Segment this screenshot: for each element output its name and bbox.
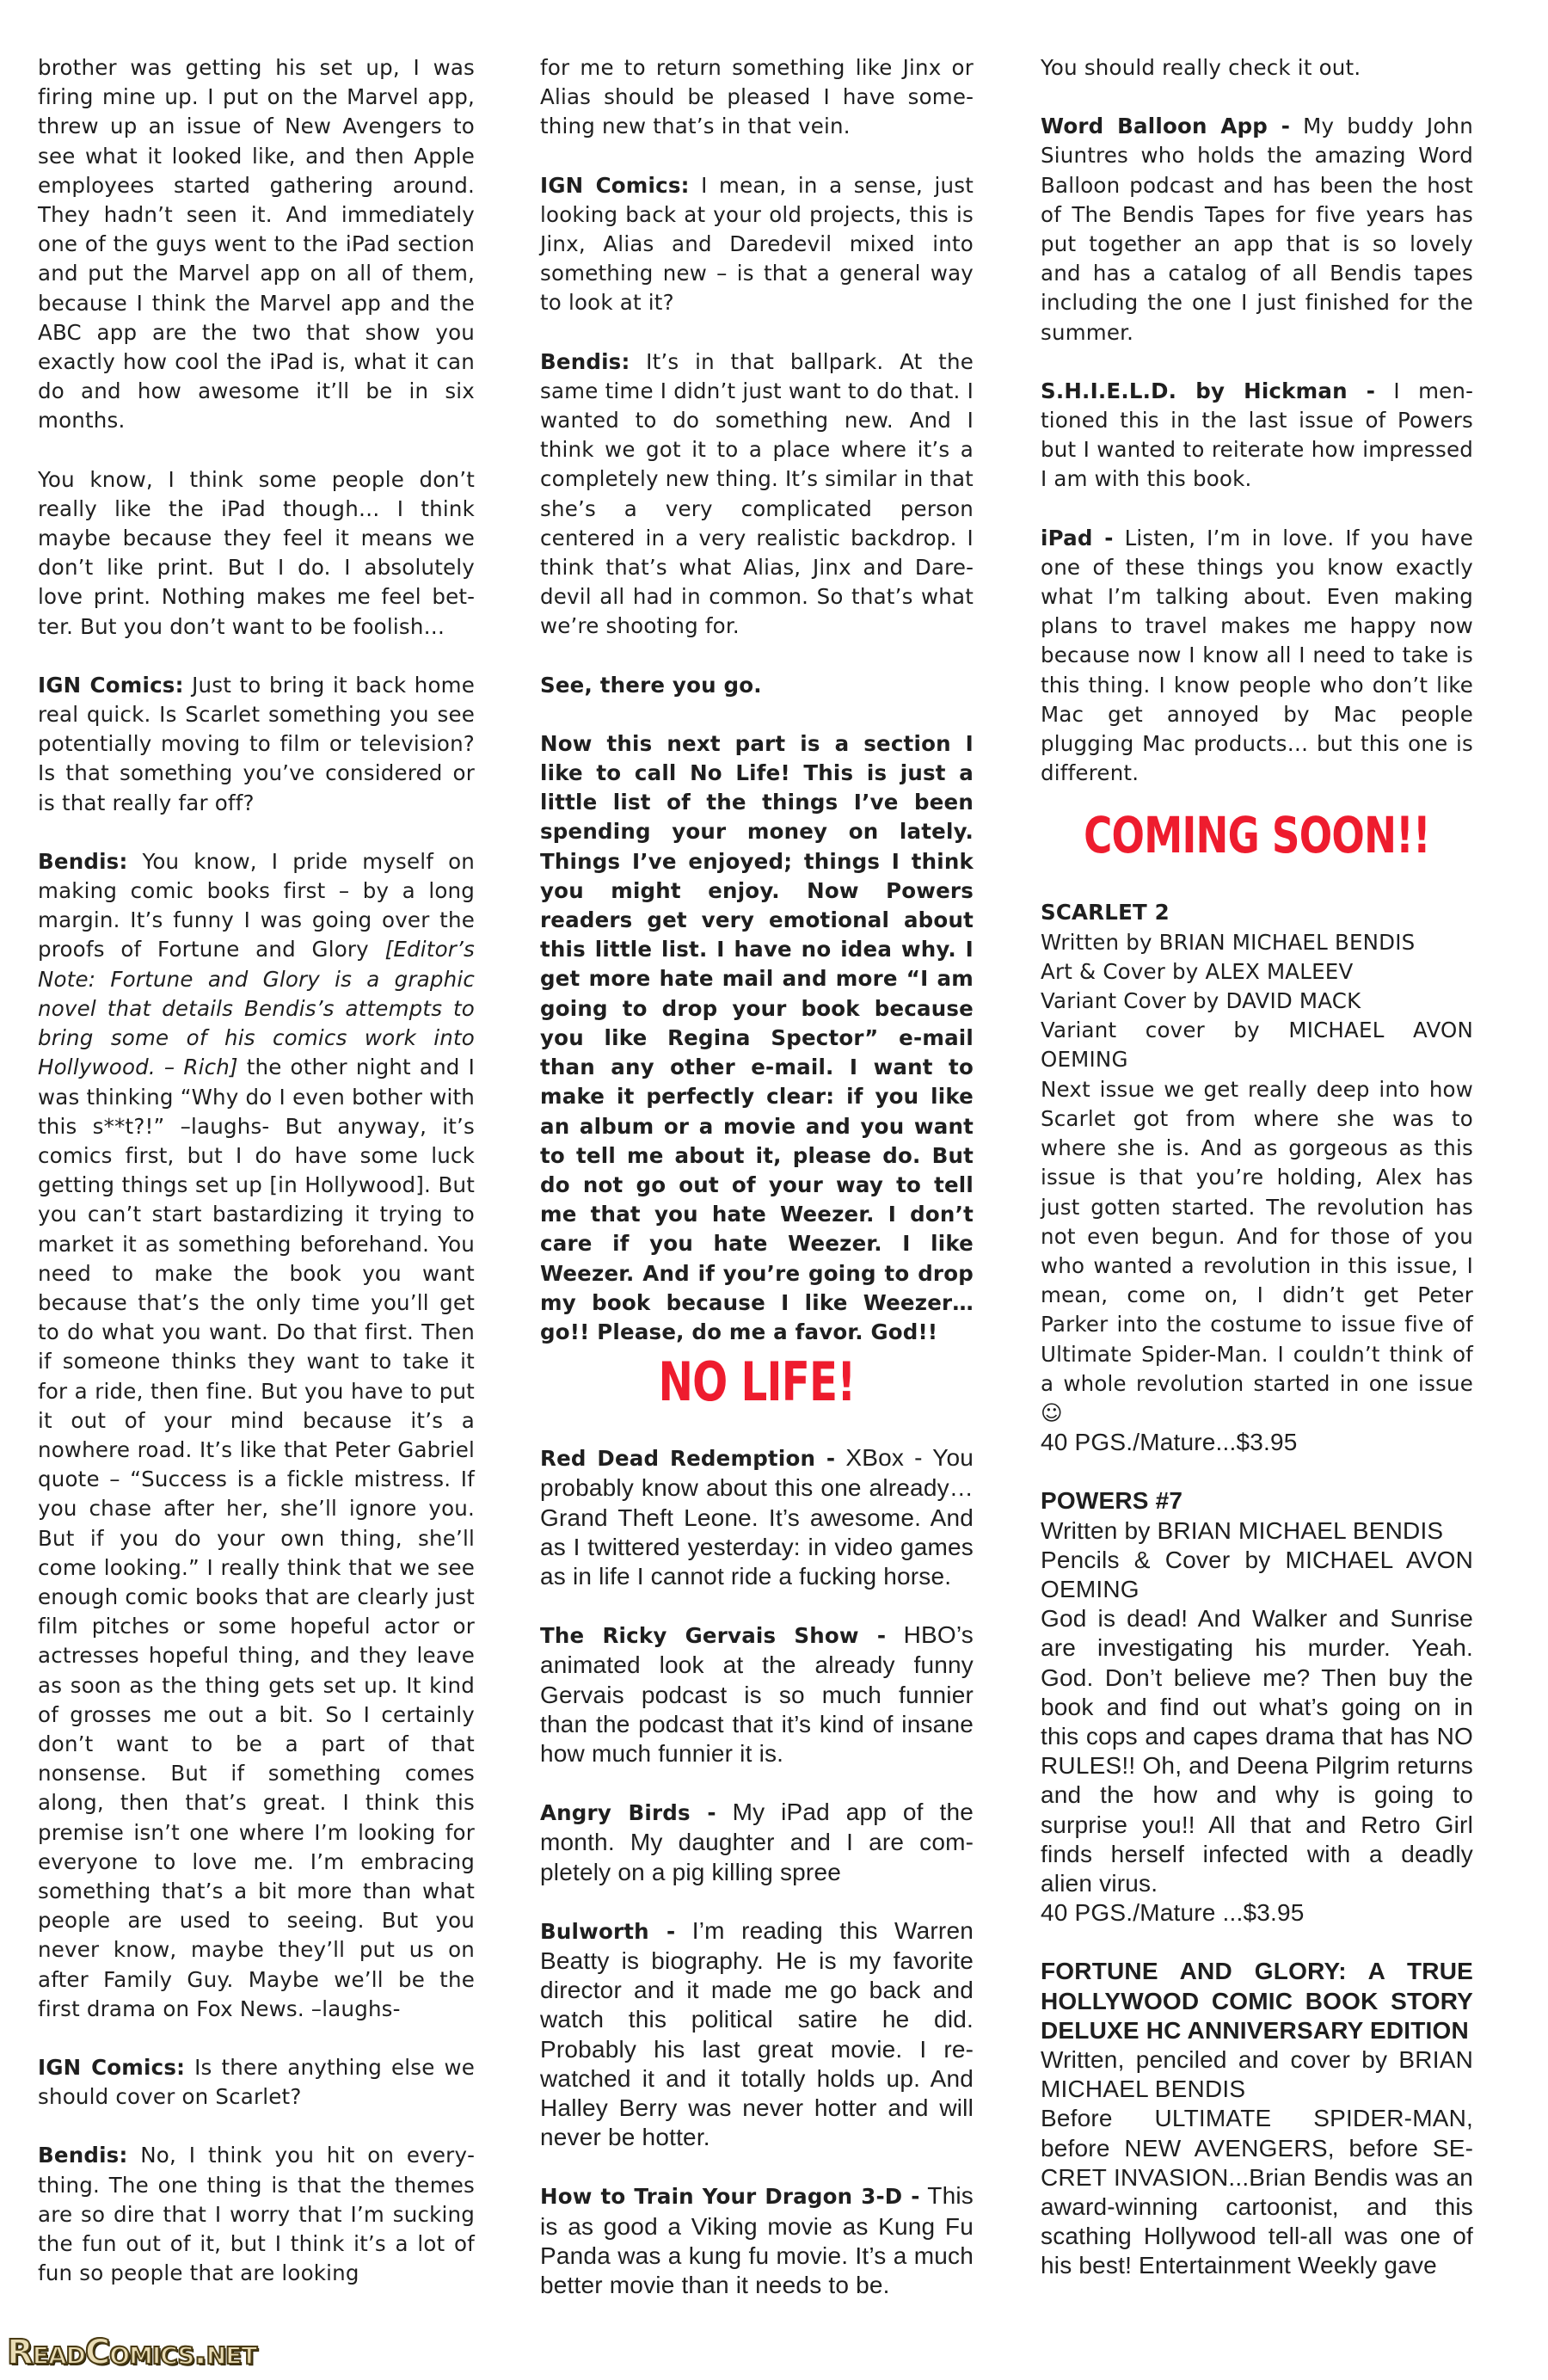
item-title: The Ricky Gervais Show -: [540, 1623, 887, 1649]
solicit-description: Next issue we get really deep into how Scarlet got from where she was to where she is. And as gorgeous as this issue is that you’re holding, Alex has just gotten started. The revolution has not even begun. And for those of you who wanted a revolution in this issue, I mean, come on, I didn’t get Peter Parker into the costume to issue five of Ultimate Spider-Man. I couldn’t think of a whole revolution started in one issue ☺: [1041, 1076, 1473, 1425]
interview-answer: [540, 347, 974, 642]
speaker-label: IGN Comics:: [540, 172, 690, 198]
solicit-scarlet-2: [1041, 898, 1473, 1457]
item-text: I’m reading this Warren Beatty is biography. He is my favorite director and it made me go back and watch this political satire he did. Probably his last great movie. I rewatched it and it totally holds up. And Halley Berry was never hotter and will never be hotter.: [540, 1916, 974, 2151]
solicit-fortune-and-glory: [1041, 1957, 1473, 2280]
speaker-label: Bendis:: [540, 348, 630, 374]
interview-question: [38, 2053, 475, 2112]
solicit-price: 40 PGS./Mature...$3.95: [1041, 1429, 1298, 1456]
solicit-credit: Written by BRIAN MICHAEL BENDIS: [1041, 929, 1416, 955]
paragraph: You know, I think some people don’t really like the iPad though… I think maybe because they feel it means we don’t like print. But I do. I absolutely love print. Nothing makes me feel better. But you don’t want to be foolish…: [38, 466, 475, 639]
question-text: Is there anything else we should cover on Scarlet?: [38, 2055, 475, 2110]
solicit-credit: Pencils & Cover by MICHAEL AVON OEMING: [1041, 1546, 1473, 1602]
solicit-credit: Written by BRIAN MICHAEL BENDIS: [1041, 1516, 1444, 1544]
item-title: Angry Birds -: [540, 1800, 716, 1826]
item-text: My buddy John Siuntres who holds the amazing Word Balloon podcast and has been the host of The Bendis Tapes for five years has put together an app that is so lovely and has a catalog of all Bendis tapes including the one I just finished for the summer.: [1041, 114, 1473, 345]
solicit-description: Before ULTIMATE SPIDER-MAN, before NEW AVENGERS, before SECRET INVASION...Brian Bendis was an award-winning cartoonist, and this scathing Hollywood tell-all was one of his best! Entertainment Weekly gave: [1041, 2105, 1473, 2279]
interview-answer: [38, 2141, 475, 2288]
answer-text: It’s in that ballpark. At the same time I didn’t just want to do that. I wanted to do something new. And I think we got it to a place where it’s a completely new thing. It’s similar in that she’s a very complicated person centered in a very realistic backdrop. I think that’s what Alias, Jinx and Daredevil all had in common. So that’s what we’re shooting for.: [540, 348, 974, 639]
paragraph: brother was getting his set up, I was firing mine up. I put on the Marvel app, threw up an issue of New Avengers to see what it looked like, and then Apple employees started gathering around. They hadn’t seen it. And immediately one of the guys went to the iPad section and put the Marvel app on all of them, because I think the Marvel app and the ABC app are the two that show you exactly how cool the iPad is, what it can do and how awesome it’ll be in six months.: [38, 55, 475, 434]
bold-line: See, there you go.: [540, 672, 762, 698]
solicit-credit: Variant Cover by DAVID MACK: [1041, 988, 1361, 1014]
item-text: HBO’s animated look at the already funny Gervais podcast is so much funnier than the podcast that it’s kind of insane how much funnier it is.: [540, 1621, 974, 1767]
speaker-label: Bendis:: [38, 2143, 128, 2168]
interview-question: [540, 171, 974, 318]
no-life-heading: NO LIFE!: [658, 1350, 856, 1414]
item-text: My iPad app of the month. My daughter and I are completely on a pig killing spree: [540, 1799, 974, 1885]
solicit-credit: Art & Cover by ALEX MALEEV: [1041, 958, 1354, 984]
item-text: I mentioned this in the last issue of Powers but I wanted to reiterate how impressed I am with this book.: [1041, 378, 1473, 492]
item-title: iPad -: [1041, 525, 1114, 550]
no-life-item: [540, 1798, 974, 1887]
solicit-price: 40 PGS./Mature ...$3.95: [1041, 1899, 1305, 1927]
solicit-credit: Written, penciled and cover by BRIAN MICHAEL BENDIS: [1041, 2045, 1473, 2103]
item-title: Red Dead Redemption -: [540, 1446, 836, 1472]
interview-answer: [38, 847, 475, 2024]
no-life-item: [540, 1443, 974, 1591]
no-life-intro: Now this next part is a section I like to call No Life! This is just a little list of the things I’ve been spending your money on lately. Things I’ve enjoyed; things I think you might enjoy. Now Powers readers get very emotional about this little list. I have no idea why. I get more hate mail and more “I am going to drop your book because you like Regina Spector” e-mail than any other e-mail. I want to make it perfectly clear: if you like an album or a movie and you want to tell me about it, please do. But do not go out of your way to tell me that you hate Weezer. I don’t care if you hate Weezer. I like Weezer. And if you’re going to drop my book because I like Weezer… go!! Please, do me a favor. God!!: [540, 730, 974, 1344]
no-life-item: [540, 1620, 974, 1768]
item-title: How to Train Your Dragon 3-D -: [540, 2184, 920, 2210]
item-title: Word Balloon App -: [1041, 114, 1291, 139]
solicit-title: FORTUNE AND GLORY: A TRUE HOLLYWOOD COMIC BOOK STORY DELUXE HC ANNIVERSARY EDITION: [1041, 1958, 1473, 2044]
no-life-item: [1041, 112, 1473, 347]
speaker-label: IGN Comics:: [38, 672, 184, 698]
question-text: Just to bring it back home real quick. Is Scarlet something you see potentially moving to film or television? Is that something you’ve considered or is that really far off?: [38, 672, 475, 815]
interview-question: [38, 671, 475, 818]
middle-column: [540, 53, 974, 2329]
solicit-title: SCARLET 2: [1041, 900, 1170, 926]
no-life-item: [540, 1916, 974, 2153]
item-text: XBox - You probably know about this one already… Grand Theft Leone. It’s awesome. And as I twittered yesterday: in video games as in life I cannot ride a fucking horse.: [540, 1444, 974, 1590]
coming-soon-heading: COMING SOON!!: [1084, 806, 1430, 865]
item-text: Listen, I’m in love. If you have one of these things you know exactly what I’m talking about. Even making plans to travel makes me happy now because now I know all I need to take is this thing. I know people who don’t like Mac get annoyed by Mac people plugging Mac products… but this one is different.: [1041, 525, 1473, 786]
speaker-label: IGN Comics:: [38, 2055, 186, 2080]
watermark-logo: ReadComics.net: [7, 2333, 257, 2372]
answer-text: No, I think you hit on everything. The one thing is that the themes are so dire that I worry that I’m sucking the fun out of it, but I think it’s a lot of fun so people that are looking: [38, 2143, 475, 2286]
answer-text: You know, I pride myself on making comic books first – by a long margin. It’s funny I was going over the proofs of Fortune and Glory: [38, 848, 475, 962]
solicit-powers-7: [1041, 1486, 1473, 1928]
question-text: I mean, in a sense, just looking back at your old projects, this is Jinx, Alias and Daredevil mixed into something new – is that a general way to look at it?: [540, 172, 974, 316]
right-column: [1041, 53, 1473, 2310]
no-life-item: [1041, 377, 1473, 495]
editor-note: [Editor’s Note: Fortune and Glory is a graphic novel that details Bendis’s attempts to bring some of his comics work into Hollywood. – Rich]: [38, 937, 475, 1080]
item-title: S.H.I.E.L.D. by Hickman -: [1041, 378, 1376, 403]
solicit-description: God is dead! And Walker and Sunrise are investigating his murder. Yeah. God. Don’t believe me? Then buy the book and find out what’s going on in this cops and capes drama that has NO RULES!! Oh, and Deena Pilgrim returns and the how and why is going to surprise you!! All that and Retro Girl finds herself infected with a deadly alien virus.: [1041, 1605, 1473, 1897]
solicit-title: POWERS #7: [1041, 1487, 1183, 1515]
no-life-item: [1041, 524, 1473, 789]
item-text: This is as good a Viking movie as Kung Fu Panda was a kung fu movie. It’s a much better movie than it needs to be.: [540, 2182, 974, 2298]
solicit-credit: Variant cover by MICHAEL AVON OEMING: [1041, 1018, 1473, 1073]
left-column: [38, 53, 475, 2317]
paragraph: for me to return something like Jinx or Alias should be pleased I have something new that’s in that vein.: [540, 55, 974, 139]
no-life-item: [540, 2181, 974, 2300]
paragraph: You should really check it out.: [1041, 55, 1361, 80]
answer-text: the other night and I was thinking “Why do I even bother with this s**t?!” –laughs- But anyway, it’s comics first, but I do have some luck getting things set up [in Hollywood]. But you can’t start bastardizing it trying to market it as something beforehand. You need to make the book you want because that’s the only time you’ll get to do what you want. Do that first. Then if someone thinks they want to take it for a ride, then fine. But you have to put it out of your mind because it’s a nowhere road. It’s like that Peter Gabriel quote – “Success is a fickle mistress. If you chase after her, she’ll ignore you. But if you do your own thing, she’ll come looking.” I really think that we see enough comic books that are clearly just film pitches or some hopeful actor or actresses hopeful thing, and they leave as soon as the thing gets set up. It kind of grosses me out a bit. So I certainly don’t want to be a part of that nonsense. But if something comes along, then that’s great. I think this premise isn’t one where I’m looking for everyone to love me. I’m embracing something that’s a bit more than what people are used to seeing. But you never know, maybe they’ll put us on after Family Guy. Maybe we’ll be the first drama on Fox News. –laughs-: [38, 1055, 475, 2021]
speaker-label: Bendis:: [38, 848, 128, 874]
item-title: Bulworth -: [540, 1918, 676, 1944]
